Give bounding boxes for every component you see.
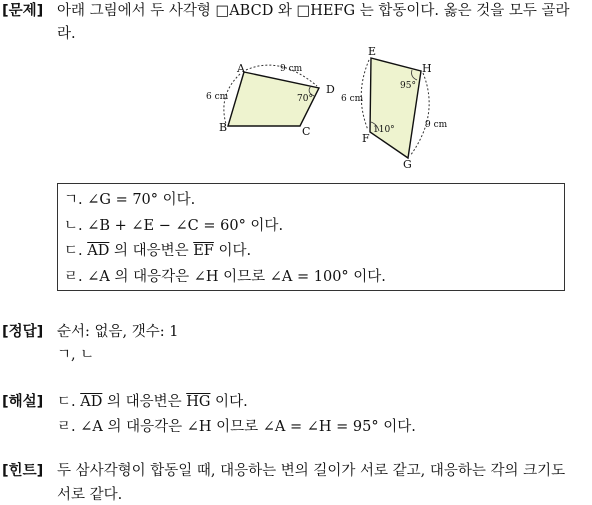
- choice-text-post: 이다.: [213, 243, 252, 259]
- answer-tag: [정답]: [2, 324, 44, 340]
- quad-hefg-shape: [370, 58, 421, 158]
- answer-line1: 순서: 없음, 갯수: 1: [57, 324, 179, 340]
- choice-marker: ㄹ.: [64, 269, 83, 285]
- choice-marker: ㄷ.: [64, 243, 83, 259]
- angle-h-value: 95°: [400, 81, 416, 91]
- choice-item-2: [64, 219, 283, 234]
- explanation-post: 이다.: [210, 394, 248, 410]
- problem-text-line1: 아래 그림에서 두 사각형 □ABCD 와 □HEFG 는 합동이다. 옳은 것을 모두 골라: [57, 3, 570, 19]
- choice-text-mid: 의 대응변은: [109, 243, 194, 259]
- segment-ad: $\overline{AD}$: [80, 394, 103, 410]
- segment-hg: $\overline{HG}$: [186, 394, 211, 410]
- problem-text-line2: 라.: [57, 26, 76, 42]
- choice-item-1: [64, 193, 195, 208]
- explanation-tag: [해설]: [2, 394, 44, 410]
- quadrilateral-abcd: [206, 62, 335, 138]
- segment-ad: $\overline{AD}$: [87, 243, 110, 259]
- angle-d-value: 70°: [297, 94, 313, 104]
- side-ef-length: 6 cm: [341, 94, 364, 104]
- answer-line2: ㄱ, ㄴ: [57, 347, 95, 363]
- hint-line2: 서로 같다.: [57, 487, 123, 503]
- side-hg-length: 9 cm: [425, 120, 448, 130]
- choice-marker: ㄴ.: [64, 218, 83, 234]
- vertex-e-label: E: [368, 45, 377, 58]
- choice-item-4: [64, 270, 386, 285]
- vertex-f-label: F: [362, 132, 370, 145]
- problem-tag: [문제]: [2, 3, 44, 19]
- angle-f-value: 110°: [373, 125, 395, 135]
- choice-marker: ㄱ.: [64, 192, 83, 208]
- choice-item-3: [64, 244, 251, 259]
- explanation-line2: ㄹ. ∠A 의 대응각은 ∠H 이므로 ∠A = ∠H = 95° 이다.: [57, 419, 416, 435]
- side-ab-length: 6 cm: [206, 92, 229, 102]
- hint-tag: [힌트]: [2, 463, 44, 479]
- choice-text: ∠A 의 대응각은 ∠H 이므로 ∠A = 100° 이다.: [82, 269, 386, 285]
- vertex-c-label: C: [302, 125, 311, 138]
- choice-text: ∠B + ∠E − ∠C = 60° 이다.: [82, 218, 284, 234]
- explanation-line1: [57, 395, 248, 410]
- explanation-mid: 의 대응변은: [102, 394, 187, 410]
- congruent-quadrilaterals-figure: [0, 0, 592, 180]
- quadrilateral-hefg: [341, 45, 448, 171]
- vertex-d-label: D: [326, 83, 335, 96]
- side-ad-length: 9 cm: [280, 64, 303, 74]
- hint-line1: 두 삼사각형이 합동일 때, 대응하는 변의 길이가 서로 같고, 대응하는 각의 크기도: [57, 463, 566, 479]
- vertex-g-label: G: [403, 158, 412, 171]
- vertex-b-label: B: [219, 121, 228, 134]
- vertex-a-label: A: [237, 62, 245, 75]
- segment-ef: $\overline{EF}$: [193, 243, 214, 259]
- choice-text: ∠G = 70° 이다.: [82, 192, 196, 208]
- explanation-marker: ㄷ.: [57, 394, 76, 410]
- vertex-h-label: H: [422, 62, 432, 75]
